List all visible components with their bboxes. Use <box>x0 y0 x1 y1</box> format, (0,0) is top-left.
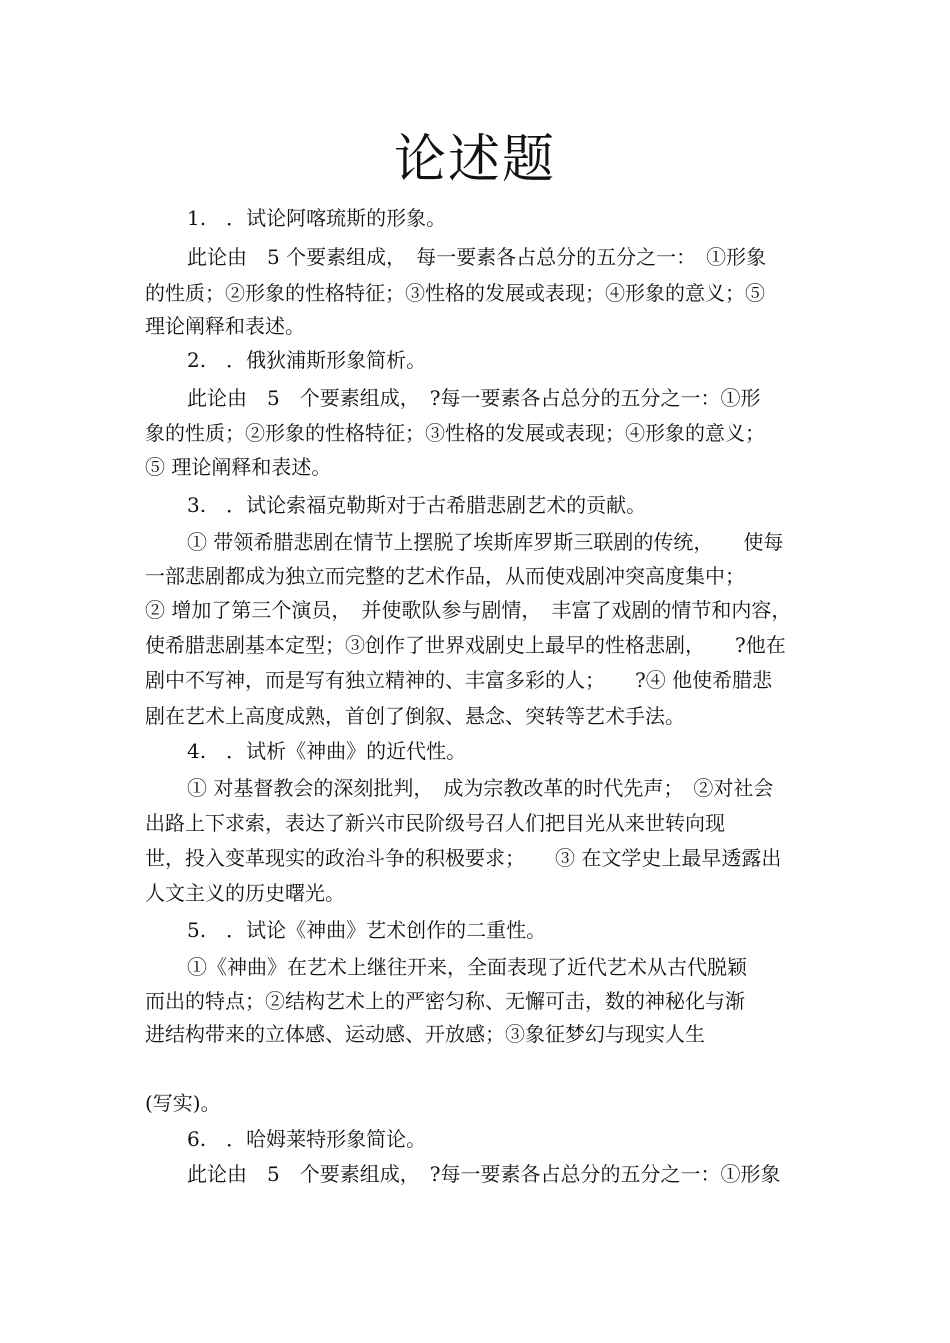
answer-3-line-4: 使希腊悲剧基本定型；③创作了世界戏剧史上最早的性格悲剧， ?他在 <box>145 633 786 657</box>
answer-1-line-3: 理论阐释和表述。 <box>145 314 305 338</box>
question-3-heading: 3. ．试论索福克勒斯对于古希腊悲剧艺术的贡献。 <box>187 493 647 517</box>
answer-4-line-4: 人文主义的历史曙光。 <box>145 881 345 905</box>
answer-5-line-3: 进结构带来的立体感、运动感、开放感；③象征梦幻与现实人生 <box>145 1022 705 1046</box>
answer-3-line-1: ① 带领希腊悲剧在情节上摆脱了埃斯库罗斯三联剧的传统， 使每 <box>187 530 784 554</box>
answer-3-line-2: 一部悲剧都成为独立而完整的艺术作品，从而使戏剧冲突高度集中； <box>145 564 745 588</box>
answer-1-line-1: 此论由 5 个要素组成， 每一要素各占总分的五分之一： ①形象 <box>187 245 767 269</box>
question-4-heading: 4. ．试析《神曲》的近代性。 <box>187 739 467 763</box>
answer-5-line-2: 而出的特点；②结构艺术上的严密匀称、无懈可击，数的神秘化与渐 <box>145 989 745 1013</box>
answer-1-line-2: 的性质；②形象的性格特征；③性格的发展或表现；④形象的意义；⑤ <box>145 281 765 305</box>
answer-2-line-1: 此论由 5 个要素组成， ?每一要素各占总分的五分之一：①形 <box>187 386 761 410</box>
page-title: 论述题 <box>393 130 556 190</box>
question-2-heading: 2. ．俄狄浦斯形象简析。 <box>187 348 427 372</box>
answer-3-line-5: 剧中不写神，而是写有独立精神的、丰富多彩的人； ?④ 他使希腊悲 <box>145 668 773 692</box>
answer-4-line-3: 世，投入变革现实的政治斗争的积极要求； ③ 在文学史上最早透露出 <box>145 846 782 870</box>
answer-6-line-1: 此论由 5 个要素组成， ?每一要素各占总分的五分之一：①形象 <box>187 1162 781 1186</box>
question-1-heading: 1. ．试论阿喀琉斯的形象。 <box>187 206 447 230</box>
answer-5-line-1: ①《神曲》在艺术上继往开来，全面表现了近代艺术从古代脱颖 <box>187 955 747 979</box>
answer-3-line-3: ② 增加了第三个演员， 并使歌队参与剧情， 丰富了戏剧的情节和内容， <box>145 598 792 622</box>
answer-4-line-2: 出路上下求索，表达了新兴市民阶级号召人们把目光从来世转向现 <box>145 811 725 835</box>
answer-4-line-1: ① 对基督教会的深刻批判， 成为宗教改革的时代先声； ②对社会 <box>187 776 774 800</box>
answer-5-line-4: (写实)。 <box>145 1091 221 1115</box>
answer-2-line-3: ⑤ 理论阐释和表述。 <box>145 455 332 479</box>
question-6-heading: 6. ．哈姆莱特形象简论。 <box>187 1127 427 1151</box>
question-5-heading: 5. ．试论《神曲》艺术创作的二重性。 <box>187 918 547 942</box>
answer-3-line-6: 剧在艺术上高度成熟，首创了倒叙、悬念、突转等艺术手法。 <box>145 704 685 728</box>
answer-2-line-2: 象的性质；②形象的性格特征；③性格的发展或表现；④形象的意义； <box>145 421 765 445</box>
